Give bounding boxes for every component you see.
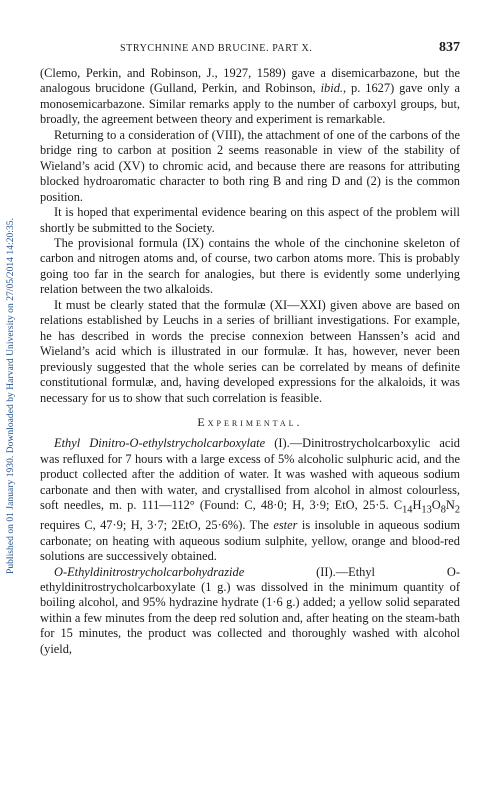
compound-name: Ethyl Dinitro-O-ethylstrycholcarboxylate <box>54 436 266 451</box>
article-body <box>40 66 460 657</box>
download-notice: Published on 01 January 1930. Downloaded by Harvard University on 27/05/2014 14:20:35. <box>6 217 16 575</box>
experimental-paragraph: O-Ethyldinitrostrycholcarbohydrazide (II).—Ethyl O-ethyldinitrostrycholcarboxylate (1 g.) was dissolved in the minimum quantity of boiling alcohol, and 95% hydrazine hydrate (1·6 g.) added; a yellow solid separated within a few minutes from the deep red solution and, after heating on the steam-bath for 15 minutes, the product was collected and thoroughly washed with alcohol (yield, <box>40 564 460 656</box>
compound-name: O-Ethyldinitrostrycholcarbohydrazide <box>54 564 245 579</box>
page-number: 837 <box>439 40 460 55</box>
paragraph: It is hoped that experimental evidence bearing on this aspect of the problem will shortly be submitted to the Society. <box>40 205 460 235</box>
experimental-paragraph: Ethyl Dinitro-O-ethylstrycholcarboxylate (I).—Dinitrostrycholcarboxylic acid was refluxed for 7 hours with a large excess of 5% alcoholic sulphuric acid, and the product collected after the addition of water. It was washed with aqueous sodium carbonate and then with water, and crystallised from alcohol in almost colourless, soft needles, m. p. 111—112° (Found: C, 48·0; H, 3·9; EtO, 25·5. $C_{14}H_{13}O_8N_2$ requires C, 47·9; H, 3·7; 2EtO, 25·6%). The ester is insoluble in aqueous sodium carbonate; on heating with aqueous sodium sulphite, yellow, orange and blood-red solutions are successively obtained. <box>40 436 461 564</box>
page-header <box>40 40 460 56</box>
paragraph: It must be clearly stated that the formulæ (XI—XXI) given above are based on relations established by Leuchs in a series of brilliant investigations. For example, he has described in words the precise connexion between Hanssen’s acid and Wieland’s acid which is illustrated in our formulæ. It has, however, never been previously suggested that the whole series can be correlated by means of definite constitutional formulæ, and, having developed expressions for the alkaloids, it was necessary for us to show that such correlation is feasible. <box>40 297 460 405</box>
paragraph: (Clemo, Perkin, and Robinson, J., 1927, 1589) gave a disemicarbazone, but the analogous brucidone (Gulland, Perkin, and Robinson, ibid., p. 1627) gave only a monosemicarbazone. Similar remarks apply to the number of carboxyl groups, but, broadly, the agreement between theory and experiment is remarkable. <box>40 66 460 127</box>
paragraph: The provisional formula (IX) contains the whole of the cinchonine skeleton of carbon and nitrogen atoms and, of course, two carbon atoms more. This is probably going too far in the search for analogies, but there is evidently some underlying relation between the two alkaloids. <box>40 235 460 297</box>
ibid-italic: ibid. <box>320 81 343 96</box>
section-heading: Experimental. <box>197 414 303 429</box>
running-title: STRYCHNINE AND BRUCINE. PART X. <box>120 43 313 54</box>
ester-italic: ester <box>273 518 298 533</box>
paragraph: Returning to a consideration of (VIII), the attachment of one of the carbons of the bridge ring to carbon at position 2 seems reasonable in view of the stability of Wieland’s acid (XV) to chromic acid, and because there are reasons for attributing blocked hydroaromatic character to both ring B and ring D and (2) is the common position. <box>40 127 460 204</box>
